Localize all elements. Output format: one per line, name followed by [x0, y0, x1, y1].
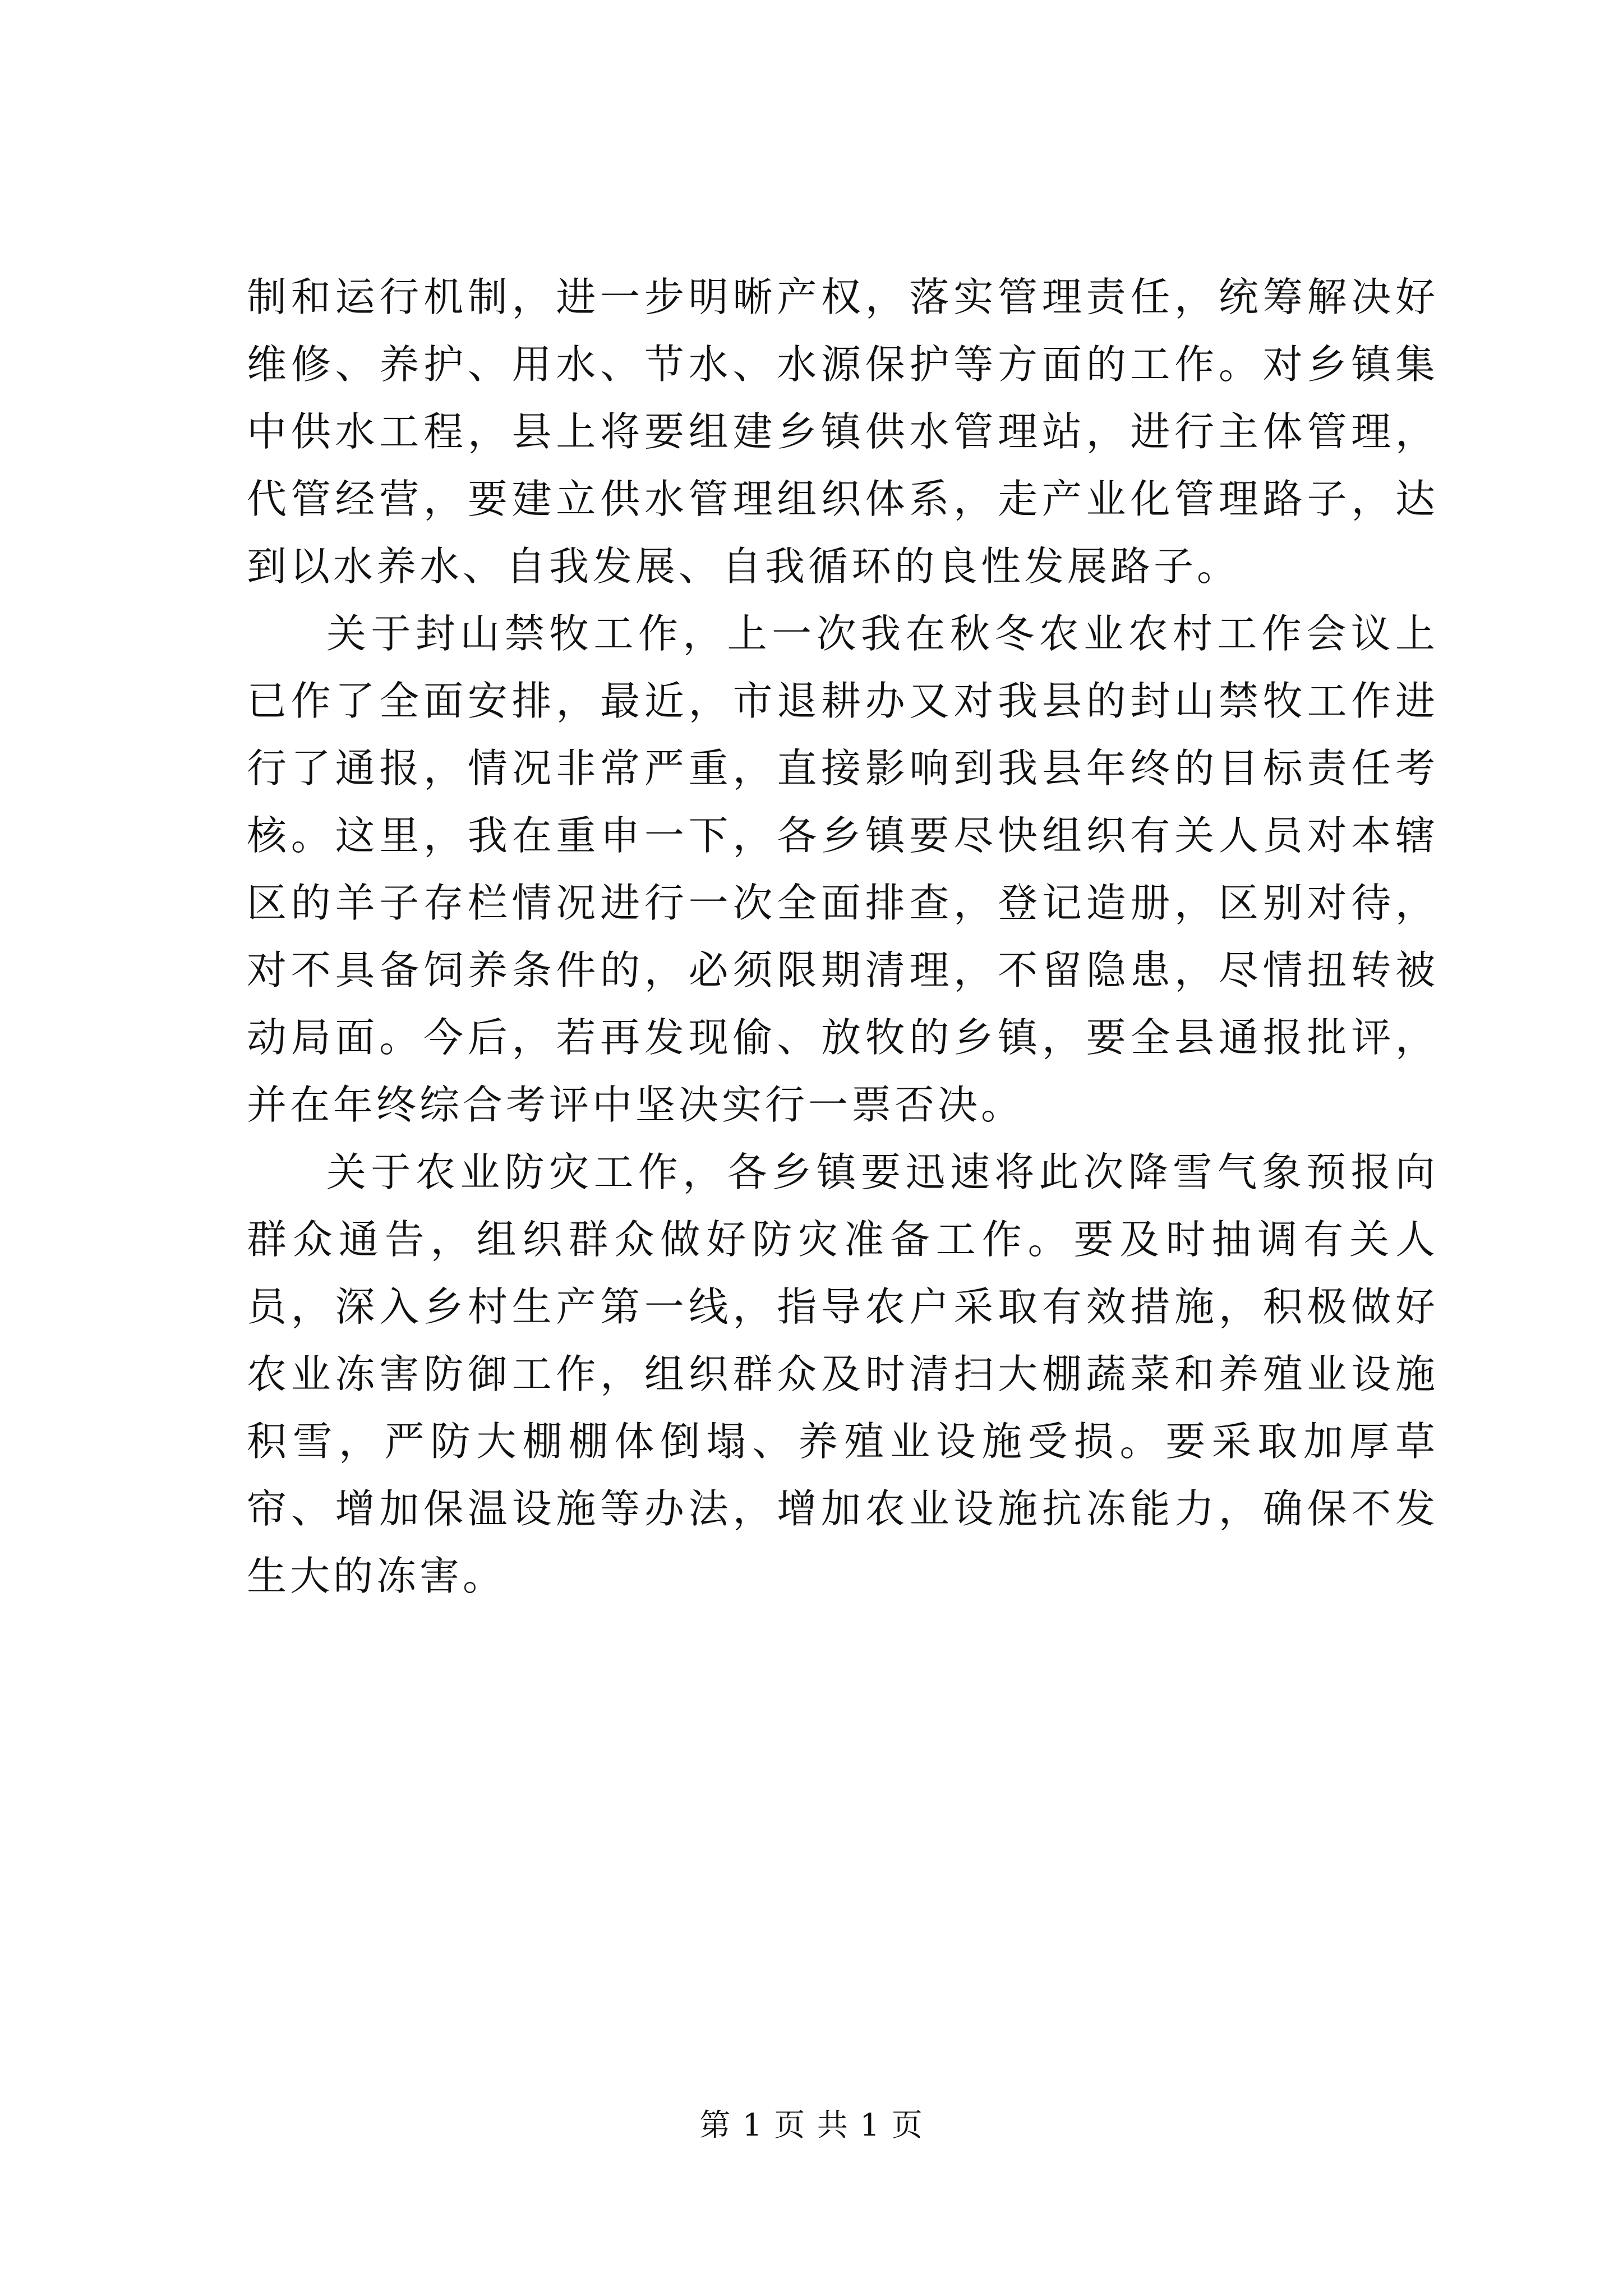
paragraph-3: 关于农业防灾工作，各乡镇要迅速将此次降雪气象预报向群众通告，组织群众做好防灾准备工作。要及时抽调有关人员，深入乡村生产第一线，指导农户采取有效措施，积极做好农业冻害防御工作，组织群众及时清扫大棚蔬菜和养殖业设施积雪，严防大棚棚体倒塌、养殖业设施受损。要采取加厚草帘、增加保温设施等办法，增加农业设施抗冻能力，确保不发生大的冻害。: [247, 1149, 1438, 1599]
document-body: [247, 264, 1438, 1610]
paragraph-1: 制和运行机制，进一步明晰产权，落实管理责任，统筹解决好维修、养护、用水、节水、水源保护等方面的工作。对乡镇集中供水工程，县上将要组建乡镇供水管理站，进行主体管理，代管经营，要建立供水管理组织体系，走产业化管理路子，达到以水养水、自我发展、自我循环的良性发展路子。: [247, 274, 1438, 590]
paragraph-2: 关于封山禁牧工作，上一次我在秋冬农业农村工作会议上已作了全面安排，最近，市退耕办又对我县的封山禁牧工作进行了通报，情况非常严重，直接影响到我县年终的目标责任考核。这里，我在重申一下，各乡镇要尽快组织有关人员对本辖区的羊子存栏情况进行一次全面排查，登记造册，区别对待，对不具备饲养条件的，必须限期清理，不留隐患，尽情扭转被动局面。今后，若再发现偷、放牧的乡镇，要全县通报批评，并在年终综合考评中坚决实行一票否决。: [247, 610, 1438, 1128]
page-footer: 第 1 页 共 1 页: [699, 2107, 924, 2143]
